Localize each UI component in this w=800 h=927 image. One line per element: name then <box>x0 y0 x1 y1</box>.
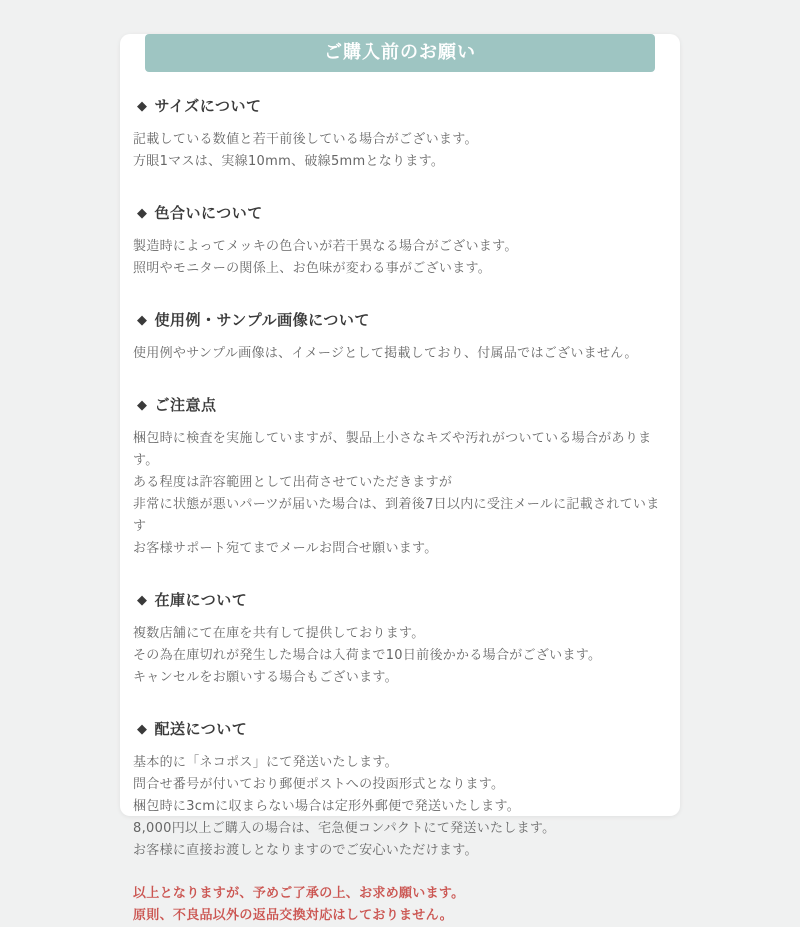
section-heading <box>133 718 667 739</box>
section-heading <box>133 95 667 116</box>
section-heading-label: 使用例・サンプル画像について <box>154 311 370 329</box>
section-text-line: 製造時によってメッキの色合いが若干異なる場合がございます。 <box>133 239 518 254</box>
section-heading-label: ご注意点 <box>154 396 217 414</box>
section-heading-label: サイズについて <box>154 97 262 115</box>
section-heading-label: 色合いについて <box>154 204 263 222</box>
notice-content <box>120 95 680 927</box>
section-text-line: お客様に直接お渡しとなりますのでご安心いただけます。 <box>133 843 478 858</box>
section-size <box>133 95 667 173</box>
warning-text-line: 以上となりますが、予めご了承の上、お求め願います。 <box>133 886 465 901</box>
section-heading <box>133 589 667 610</box>
section-text-line: ある程度は許容範囲として出荷させていただきますが <box>133 475 453 490</box>
section-shipping <box>133 718 667 862</box>
diamond-bullet-icon: ◆ <box>137 313 148 328</box>
diamond-bullet-icon: ◆ <box>137 206 148 221</box>
notice-header-banner <box>145 34 655 72</box>
section-color <box>133 202 667 280</box>
section-text-line: 非常に状態が悪いパーツが届いた場合は、到着後7日以内に受注メールに記載されています <box>133 497 660 534</box>
section-text-line: 8,000円以上ご購入の場合は、宅急便コンパクトにて発送いたします。 <box>133 821 556 836</box>
diamond-bullet-icon: ◆ <box>137 593 148 608</box>
section-text-line: キャンセルをお願いする場合もございます。 <box>133 670 398 685</box>
purchase-notice-card <box>120 34 680 923</box>
section-text-line: 問合せ番号が付いており郵便ポストへの投函形式となります。 <box>133 777 505 792</box>
section-text-line: 方眼1マスは、実線10mm、破線5mmとなります。 <box>133 154 445 169</box>
section-heading <box>133 394 667 415</box>
diamond-bullet-icon: ◆ <box>137 722 148 737</box>
section-text-line: 基本的に「ネコポス」にて発送いたします。 <box>133 755 398 770</box>
section-text-line: 記載している数値と若干前後している場合がございます。 <box>133 132 478 147</box>
warning-text-line: 原則、不良品以外の返品交換対応はしておりません。 <box>133 908 453 923</box>
section-heading <box>133 309 667 330</box>
section-caution <box>133 394 667 560</box>
section-heading-label: 在庫について <box>154 591 248 609</box>
section-sample-images <box>133 309 667 365</box>
section-text-line: お客様サポート宛てまでメールお問合せ願います。 <box>133 541 438 556</box>
page-background <box>0 34 800 923</box>
diamond-bullet-icon: ◆ <box>137 398 148 413</box>
diamond-bullet-icon: ◆ <box>137 99 148 114</box>
section-text-line: 使用例やサンプル画像は、イメージとして掲載しており、付属品ではございません。 <box>133 346 638 361</box>
section-text-line: 梱包時に3cmに収まらない場合は定形外郵便で発送いたします。 <box>133 799 521 814</box>
section-text-line: 梱包時に検査を実施していますが、製品上小さなキズや汚れがついている場合があります。 <box>133 431 652 468</box>
section-heading <box>133 202 667 223</box>
notice-title: ご購入前のお願い <box>324 42 476 63</box>
warning-notice <box>133 883 667 927</box>
section-text-line: 照明やモニターの関係上、お色味が変わる事がございます。 <box>133 261 492 276</box>
section-text-line: 複数店舗にて在庫を共有して提供しております。 <box>133 626 425 641</box>
section-text-line: その為在庫切れが発生した場合は入荷まで10日前後かかる場合がございます。 <box>133 648 602 663</box>
section-heading-label: 配送について <box>154 720 248 738</box>
section-stock <box>133 589 667 689</box>
